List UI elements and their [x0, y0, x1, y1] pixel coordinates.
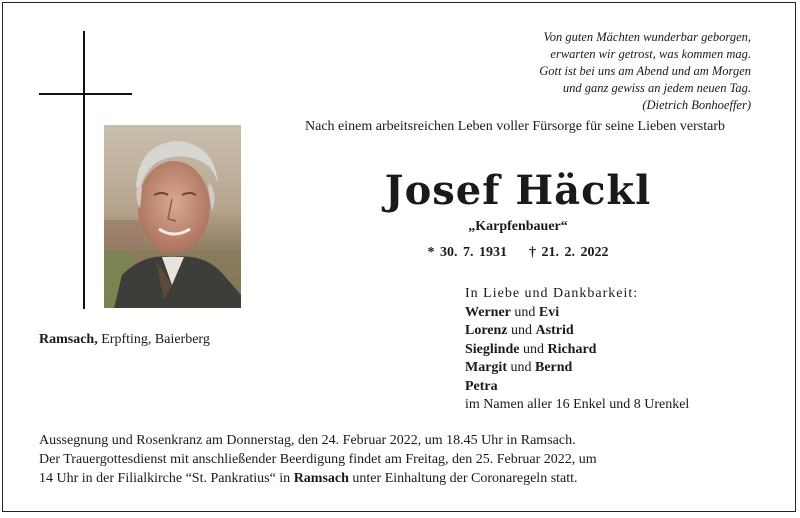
service-text: 14 Uhr in der Filialkirche “St. Pankratius“ in: [39, 471, 294, 486]
mourner-and: und: [510, 304, 539, 320]
mourner-and: und: [506, 360, 535, 375]
nickname: „Karpfenbauer“: [468, 219, 568, 234]
mourner-single: [465, 378, 689, 397]
place-others: Erpfting, Baierberg: [97, 332, 210, 347]
mourner-name: Werner: [465, 304, 511, 320]
mourner-and: und: [519, 341, 548, 357]
place-main: Ramsach,: [39, 332, 98, 347]
service-text: unter Einhaltung der Coronaregeln statt.: [348, 471, 578, 486]
cross-icon-bar: [39, 93, 132, 95]
service-line: Der Trauergottesdienst mit anschließender Beerdigung findet am Freitag, den 25. Februar 2022, um: [39, 452, 597, 467]
mourner-name: Petra: [465, 378, 498, 394]
intro-text: Nach einem arbeitsreichen Leben voller Fürsorge für seine Lieben verstarb: [305, 119, 725, 134]
mourner-pair: [465, 359, 689, 378]
portrait-photo: [104, 125, 241, 308]
bonhoeffer-quote: [421, 29, 751, 114]
service-place: Ramsach: [293, 471, 349, 486]
obituary-card: [2, 2, 796, 512]
quote-line: und ganz gewiss an jedem neuen Tag.: [562, 81, 751, 95]
cross-icon: [83, 31, 85, 309]
life-dates: [295, 245, 741, 261]
mourner-pair: [465, 341, 689, 360]
deceased-name: Josef Häckl: [384, 167, 652, 214]
mourner-pair: [465, 304, 689, 323]
mourner-name: Evi: [538, 304, 560, 320]
service-info: [39, 431, 769, 488]
quote-line: Von guten Mächten wunderbar geborgen,: [543, 30, 751, 44]
mourner-and: und: [507, 323, 536, 338]
mourner-name: Astrid: [535, 323, 574, 338]
birth-date: * 30. 7. 1931: [427, 245, 507, 260]
mourners-closing: im Namen aller 16 Enkel und 8 Urenkel: [465, 397, 690, 412]
mourner-name: Sieglinde: [465, 341, 520, 357]
quote-line: erwarten wir getrost, was kommen mag.: [550, 47, 751, 61]
service-line: [39, 469, 769, 488]
mourners-list: [465, 285, 689, 415]
mourner-name: Richard: [547, 341, 597, 357]
mourner-name: Lorenz: [465, 323, 508, 338]
service-line: Aussegnung und Rosenkranz am Donnerstag, den 24. Februar 2022, um 18.45 Uhr in Ramsach.: [39, 433, 576, 448]
quote-author: (Dietrich Bonhoeffer): [642, 98, 751, 112]
death-date: † 21. 2. 2022: [529, 245, 609, 260]
mourner-name: Bernd: [534, 360, 573, 375]
mourner-pair: [465, 322, 689, 341]
mourners-lead: In Liebe und Dankbarkeit:: [465, 286, 639, 301]
quote-line: Gott ist bei uns am Abend und am Morgen: [539, 64, 751, 78]
place-names: [39, 332, 210, 348]
mourner-name: Margit: [465, 360, 507, 375]
